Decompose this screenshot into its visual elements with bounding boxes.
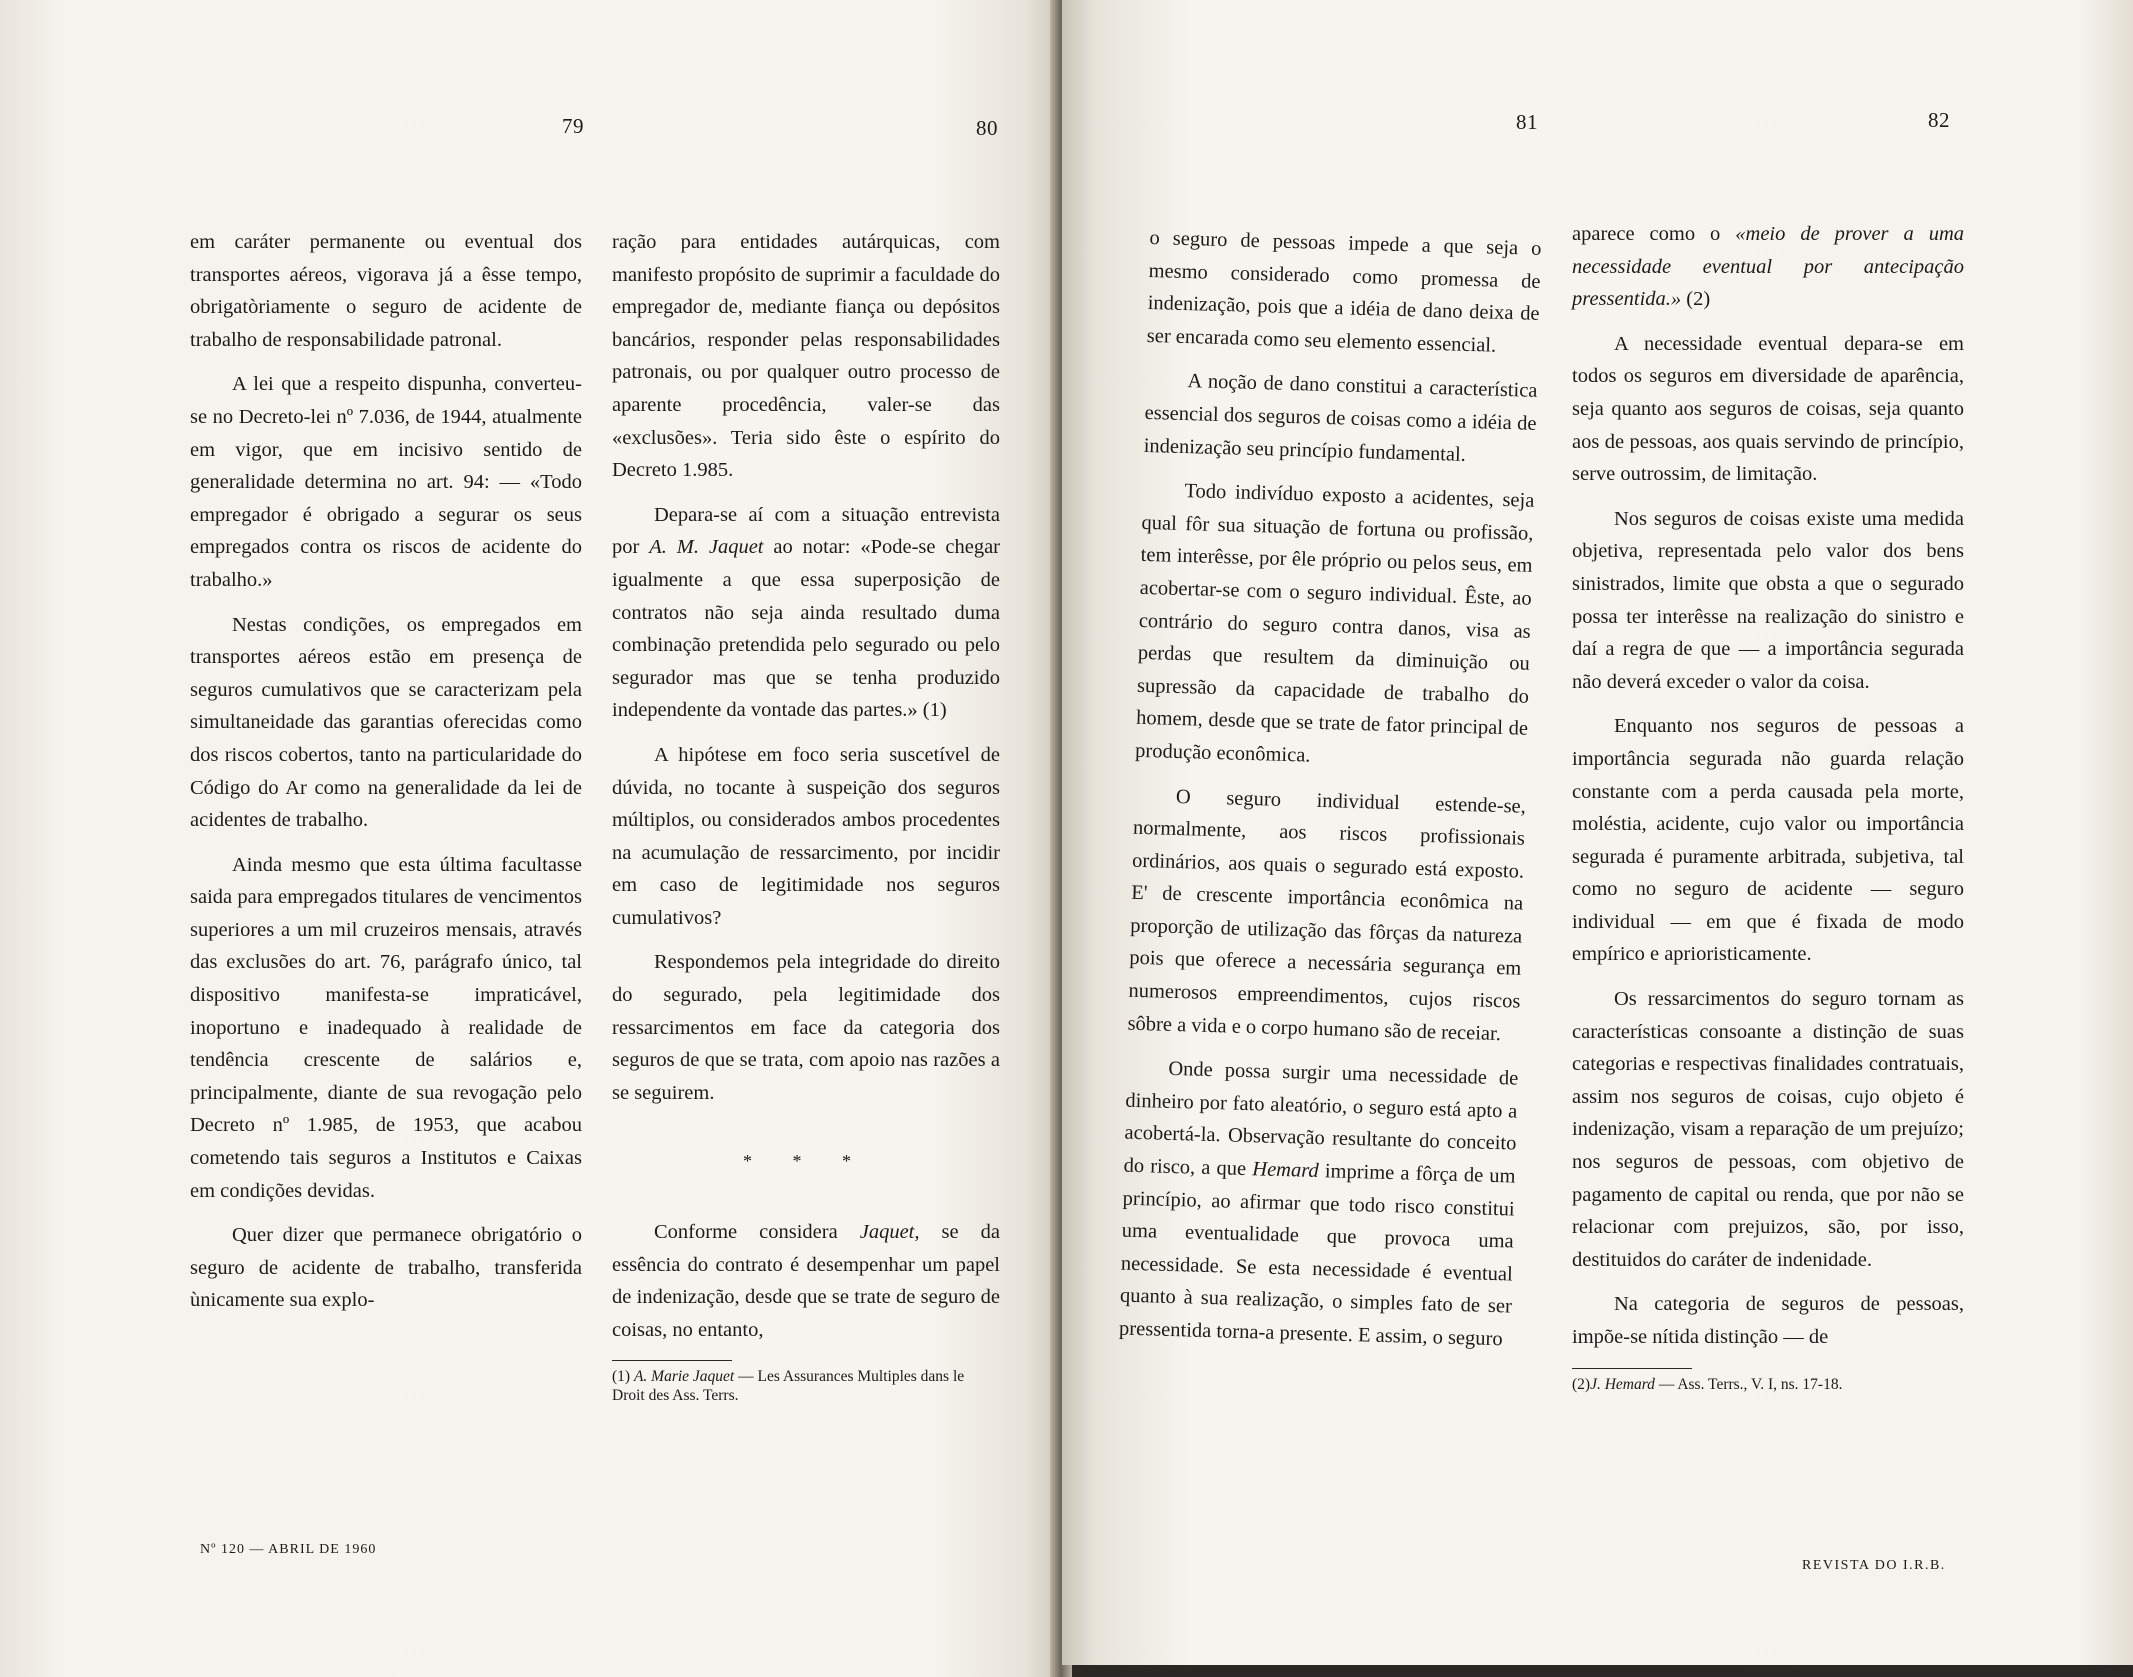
page-81-paragraph: o seguro de pessoas impede a que seja o mesmo considerado como promessa de indenização, pois que a idéia de dano deixa de ser encarada como seu elemento essencial. (1146, 226, 1542, 357)
page-80-paragraph: Respondemos pela integridade do direito do segurado, pela legitimidade dos ressarcimentos em face da categoria dos seguros de que se trata, com apoio nas razões a se seguirem. (612, 951, 1000, 1104)
page-82-paragraph: Nos seguros de coisas existe uma medida objetiva, representada pelo valor dos bens sinistrados, limite que obsta a que o segurado possa ter interêsse na realização do sinistro e daí a regra de que — a importância segurada não deverá exceder o valor da coisa. (1572, 507, 1964, 693)
page-80-column (612, 226, 1000, 1405)
quotation: «meio de prover a uma necessidade eventual por antecipação pressentida.» (1572, 223, 1964, 311)
author-name: A. M. Jaquet (649, 536, 764, 559)
footnote-2: (2)J. Hemard — Ass. Terrs., V. I, ns. 17-18. (1572, 1375, 1843, 1393)
page-82-paragraph: aparece como o «meio de prover a uma necessidade eventual por antecipação pressentida.» (2) (1572, 223, 1964, 311)
page-82-paragraph: Na categoria de seguros de pessoas, impõe-se nítida distinção — de (1572, 1293, 1964, 1348)
right-page (1062, 0, 2133, 1665)
page-79-paragraph: Ainda mesmo que esta última facultasse saida para empregados titulares de vencimentos superiores a um mil cruzeiros mensais, através das exclusões do art. 76, parágrafo único, tal dispositivo manifesta-se impraticável, inoportuno e inadequado à realidade de tendência crescente de salários e, principalmente, diante de sua revogação pelo Decreto nº 1.985, de 1953, que acabou cometendo tais seguros a Institutos e Caixas em condições devidas. (190, 853, 582, 1202)
issue-footer: Nº 120 — ABRIL DE 1960 (200, 1542, 377, 1557)
page-80-paragraph: A hipótese em foco seria suscetível de dúvida, no tocante à suspeição dos seguros múltiplos, ou considerados ambos procedentes na acumulação de ressarcimento, por incidir em caso de legitimidade nos seguros cumulativos? (612, 743, 1000, 929)
left-page (0, 0, 1058, 1677)
page-81-column (1118, 222, 1542, 1368)
author-name: Jaquet, (859, 1221, 920, 1244)
page-80-paragraph: Conforme considera Jaquet, se da essência do contrato é desempenhar um papel de indenização, desde que se trate de seguro de coisas, no entanto, (612, 1221, 1000, 1341)
page-81-paragraph: Todo indivíduo exposto a acidentes, seja qual fôr sua situação de fortuna ou profissão, tem interêsse, por êle próprio ou pelos seus, em acobertar-se com o seguro individual. Êste, ao contrário do seguro contra danos, visa as perdas que resultem da diminuição ou supressão da capacidade de trabalho do homem, desde que se trate de fator principal de produção econômica. (1134, 480, 1535, 767)
page-80-paragraph: Depara-se aí com a situação entrevista por A. M. Jaquet ao notar: «Pode-se chegar igualmente a que essa superposição de contratos não seja ainda resultado duma combinação pretendida pelo segurado ou pelo segurador mas que se tenha produzido independente da vontade das partes.» (1) (612, 503, 1000, 722)
page-79-paragraph: Nestas condições, os empregados em transportes aéreos estão em presença de seguros cumulativos que se caracterizam pela simultaneidade das garantias oferecidas como dos riscos cobertos, tanto na particularidade do Código do Ar como na generalidade da lei de acidentes de trabalho. (190, 613, 582, 832)
page-number-82: 82 (1928, 108, 1950, 132)
page-81-paragraph: Onde possa surgir uma necessidade de dinheiro por fato aleatório, o seguro está apto a acobertá-la. Observação resultante do conceito do risco, a que Hemard imprime a fôrça de um princípio, ao afirmar que todo risco constitui uma eventualidade que provoca uma necessidade. Se esta necessidade é eventual quanto à sua realização, o simples fato de ser pressentida torna-a presente. E assim, o seguro (1118, 1058, 1519, 1351)
page-number-80: 80 (976, 116, 998, 140)
page-79-paragraph: em caráter permanente ou eventual dos transportes aéreos, vigorava já a êsse tempo, obrigatòriamente o seguro de acidente de trabalho de responsabilidade patronal. (190, 231, 582, 351)
page-number-81: 81 (1516, 110, 1538, 134)
footnote-rule (612, 1360, 732, 1361)
page-82-paragraph: Os ressarcimentos do seguro tornam as características consoante a distinção de suas categorias e respectivas finalidades contratuais, assim nos seguros de coisas, cujo objeto é indenização, visam a reparação de um prejuízo; nos seguros de pessoas, com objetivo de pagamento de capital ou renda, que por não se relacionar com prejuizos, são, por isso, destituidos do caráter de indenidade. (1572, 988, 1964, 1271)
page-79-column (190, 226, 582, 1329)
section-separator: * * * (743, 1151, 869, 1172)
page-80-paragraph: ração para entidades autárquicas, com manifesto propósito de suprimir a faculdade do empregador de, mediante fiança ou depósitos bancários, responder pelas responsabilidades patronais, ou por qualquer outro processo de aparente procedência, valer-se das «exclusões». Teria sido êste o espírito do Decreto 1.985. (612, 231, 1000, 482)
page-79-paragraph: A lei que a respeito dispunha, converteu-se no Decreto-lei nº 7.036, de 1944, atualmente em vigor, que em incisivo sentido de generalidade determina no art. 94: — «Todo empregador é obrigado a segurar os seus empregados contra os riscos de acidente do trabalho.» (190, 373, 582, 591)
author-name: Hemard (1252, 1158, 1320, 1183)
page-82-paragraph: A necessidade eventual depara-se em todos os seguros em diversidade de aparência, seja quanto aos seguros de coisas, seja quanto aos de pessoas, aos quais servindo de princípio, serve outrossim, de limitação. (1572, 332, 1964, 486)
page-79-paragraph: Quer dizer que permanece obrigatório o seguro de acidente de trabalho, transferida ùnicamente sua explo- (190, 1224, 582, 1312)
page-number-79: 79 (562, 114, 584, 138)
page-82-paragraph: Enquanto nos seguros de pessoas a importância segurada não guarda relação constante com a perda causada pela morte, moléstia, acidente, cujo valor ou importância segurada é puramente arbitrada, subjetiva, tal como no seguro de acidente — seguro individual — em que é fixada de modo empírico e aprioristicamente. (1572, 715, 1964, 966)
page-81-paragraph: O seguro individual estende-se, normalmente, aos riscos profissionais ordinários, aos quais o segurado está exposto. E' de crescente importância econômica na proporção de utilização das fôrças da natureza pois que oferece a necessária segurança em numerosos empreendimentos, cujos riscos sôbre a vida e o corpo humano são de receiar. (1127, 785, 1527, 1045)
page-82-column (1572, 218, 1964, 1394)
journal-footer: REVISTA DO I.R.B. (1802, 1558, 1946, 1573)
page-81-paragraph: A noção de dano constitui a característica essencial dos seguros de coisas como a idéia de indenização seu princípio fundamental. (1143, 370, 1538, 466)
footnote-rule (1572, 1368, 1692, 1369)
footnote-1: (1) A. Marie Jaquet — Les Assurances Multiples dans le Droit des Ass. Terrs. (612, 1368, 965, 1405)
